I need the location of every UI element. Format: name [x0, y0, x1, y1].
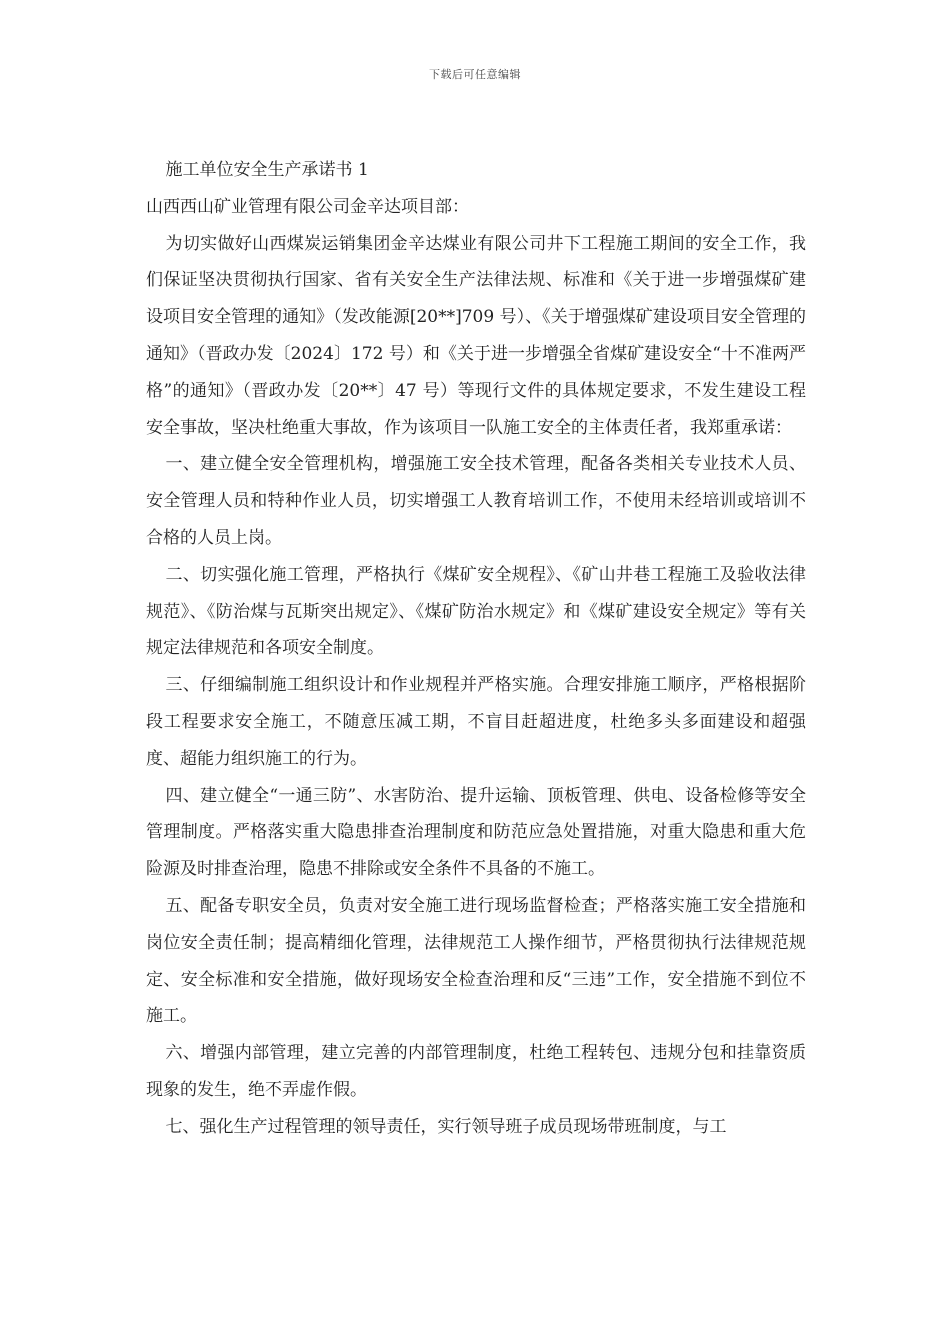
commitment-item-2: 二、切实强化施工管理，严格执行《煤矿安全规程》、《矿山井巷工程施工及验收法律规范》、《防治煤与瓦斯突出规定》、《煤矿防治水规定》和《煤矿建设安全规定》等有关规定法律规范和各项安全制度。: [146, 564, 806, 659]
commitment-item-5: 五、配备专职安全员，负责对安全施工进行现场监督检查；严格落实施工安全措施和岗位安全责任制；提高精细化管理，法律规范工人操作细节，严格贯彻执行法律规范规定、安全标准和安全措施，做好现场安全检查治理和反“三违”工作，安全措施不到位不施工。: [146, 895, 806, 1027]
commitment-item-3: 三、仔细编制施工组织设计和作业规程并严格实施。合理安排施工顺序，严格根据阶段工程要求安全施工，不随意压减工期，不盲目赶超进度，杜绝多头多面建设和超强度、超能力组织施工的行为。: [146, 675, 806, 769]
document-body: [146, 152, 806, 1146]
commitment-item-6: 六、增强内部管理，建立完善的内部管理制度，杜绝工程转包、违规分包和挂靠资质现象的发生，绝不弄虚作假。: [146, 1043, 806, 1100]
intro-paragraph: 为切实做好山西煤炭运销集团金辛达煤业有限公司井下工程施工期间的安全工作，我们保证坚决贯彻执行国家、省有关安全生产法律法规、标准和《关于进一步增强煤矿建设项目安全管理的通知》（发改能源[20**]709 号）、《关于增强煤矿建设项目安全管理的通知》（晋政办发〔2024〕172 号）和《关于进一步增强全省煤矿建设安全“十不准两严格”的通知》（晋政办发〔20**〕47 号）等现行文件的具体规定要求，不发生建设工程安全事故，坚决杜绝重大事故，作为该项目一队施工安全的主体责任者，我郑重承诺：: [146, 233, 806, 438]
document-title: 施工单位安全生产承诺书 1: [165, 160, 369, 180]
commitment-item-4: 四、建立健全“一通三防”、水害防治、提升运输、顶板管理、供电、设备检修等安全管理制度。严格落实重大隐患排查治理制度和防范应急处置措施，对重大隐患和重大危险源及时排查治理，隐患不排除或安全条件不具备的不施工。: [146, 785, 806, 880]
commitment-item-7: 七、强化生产过程管理的领导责任，实行领导班子成员现场带班制度，与工: [165, 1116, 727, 1137]
page-header-note: 下载后可任意编辑: [429, 68, 521, 81]
commitment-item-1: 一、建立健全安全管理机构，增强施工安全技术管理，配备各类相关专业技术人员、安全管理人员和特种作业人员，切实增强工人教育培训工作，不使用未经培训或培训不合格的人员上岗。: [146, 454, 806, 548]
addressee: 山西西山矿业管理有限公司金辛达项目部：: [146, 196, 469, 217]
